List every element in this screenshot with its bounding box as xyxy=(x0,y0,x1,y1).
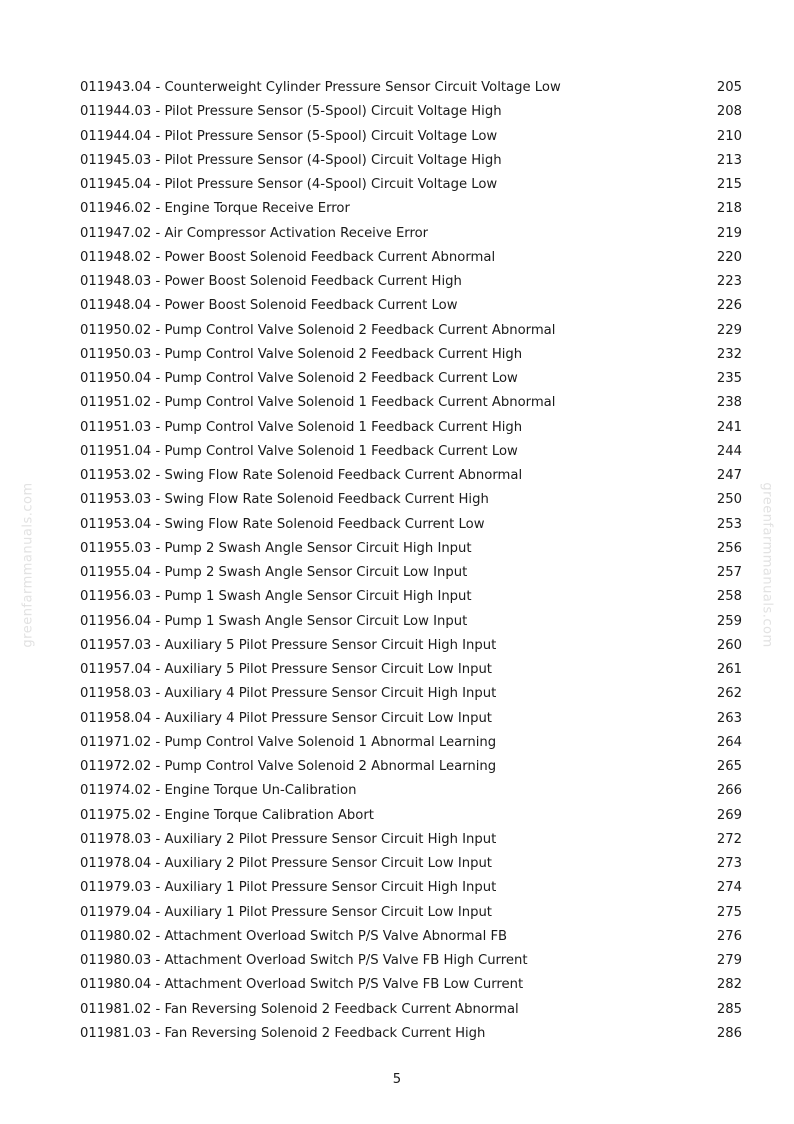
toc-entry[interactable] xyxy=(80,1022,742,1046)
toc-entry-page: 279 xyxy=(716,953,742,968)
toc-entry-page: 260 xyxy=(716,637,742,653)
toc-entry[interactable] xyxy=(80,488,742,512)
toc-entry-page: 226 xyxy=(716,298,742,314)
toc-entry-page: 264 xyxy=(716,734,742,750)
toc-entry-title: 011948.02 - Power Boost Solenoid Feedback Current Abnormal xyxy=(80,249,496,265)
toc-entry-title: 011980.04 - Attachment Overload Switch P/S Valve FB Low Current xyxy=(80,977,524,993)
page-number: 5 xyxy=(392,1072,402,1087)
toc-entry[interactable] xyxy=(80,440,742,464)
toc-entry-page: 259 xyxy=(716,613,742,629)
toc-entry-title: 011943.04 - Counterweight Cylinder Pressure Sensor Circuit Voltage Low xyxy=(80,80,561,95)
toc-entry[interactable] xyxy=(80,222,742,246)
toc-entry-title: 011980.02 - Attachment Overload Switch P/S Valve Abnormal FB xyxy=(80,928,508,944)
toc-entry[interactable] xyxy=(80,585,742,609)
toc-entry[interactable] xyxy=(80,973,742,997)
toc-entry[interactable] xyxy=(80,391,742,415)
toc-entry-page: 215 xyxy=(716,177,742,192)
toc-entry-page: 238 xyxy=(716,395,742,411)
toc-entry[interactable] xyxy=(80,197,742,221)
toc-entry-title: 011981.03 - Fan Reversing Solenoid 2 Feedback Current High xyxy=(80,1025,486,1041)
toc-entry-page: 205 xyxy=(716,80,742,95)
toc-entry-page: 275 xyxy=(716,904,742,920)
toc-entry-title: 011980.03 - Attachment Overload Switch P/S Valve FB High Current xyxy=(80,953,528,968)
toc-entry-page: 257 xyxy=(716,565,742,580)
toc-entry-title: 011951.04 - Pump Control Valve Solenoid 1 Feedback Current Low xyxy=(80,443,518,459)
toc-entry[interactable] xyxy=(80,876,742,900)
toc-entry-page: 253 xyxy=(716,516,742,532)
toc-entry-page: 273 xyxy=(716,856,742,871)
watermark-right: greenfarmmanuals.com xyxy=(759,482,775,648)
toc-entry-page: 220 xyxy=(716,249,742,265)
toc-entry-title: 011971.02 - Pump Control Valve Solenoid 1 Abnormal Learning xyxy=(80,734,497,750)
toc-entry[interactable] xyxy=(80,343,742,367)
toc-entry-title: 011957.04 - Auxiliary 5 Pilot Pressure Sensor Circuit Low Input xyxy=(80,662,492,677)
toc-entry[interactable] xyxy=(80,367,742,391)
toc-entry-title: 011945.04 - Pilot Pressure Sensor (4-Spool) Circuit Voltage Low xyxy=(80,177,498,192)
toc-entry-title: 011958.03 - Auxiliary 4 Pilot Pressure Sensor Circuit High Input xyxy=(80,686,497,702)
toc-entry-title: 011979.03 - Auxiliary 1 Pilot Pressure Sensor Circuit High Input xyxy=(80,880,497,896)
toc-entry[interactable] xyxy=(80,125,742,149)
toc-entry-title: 011972.02 - Pump Control Valve Solenoid 2 Abnormal Learning xyxy=(80,759,497,774)
toc-entry-page: 208 xyxy=(716,104,742,120)
toc-entry[interactable] xyxy=(80,149,742,173)
toc-entry-page: 266 xyxy=(716,783,742,799)
toc-entry-title: 011958.04 - Auxiliary 4 Pilot Pressure Sensor Circuit Low Input xyxy=(80,710,492,726)
toc-entry[interactable] xyxy=(80,755,742,779)
toc-entry[interactable] xyxy=(80,246,742,270)
toc-entry-page: 223 xyxy=(716,274,742,289)
toc-entry-title: 011953.02 - Swing Flow Rate Solenoid Feedback Current Abnormal xyxy=(80,468,523,483)
toc-entry-page: 232 xyxy=(716,346,742,362)
toc-entry-title: 011947.02 - Air Compressor Activation Receive Error xyxy=(80,225,429,241)
toc-entry-page: 229 xyxy=(716,322,742,338)
toc-entry[interactable] xyxy=(80,779,742,803)
toc-entry-page: 282 xyxy=(716,977,742,993)
toc-entry-title: 011955.04 - Pump 2 Swash Angle Sensor Circuit Low Input xyxy=(80,565,468,580)
toc-entry-title: 011946.02 - Engine Torque Receive Error xyxy=(80,201,350,217)
toc-entry-page: 262 xyxy=(716,686,742,702)
toc-entry[interactable] xyxy=(80,925,742,949)
table-of-contents xyxy=(80,76,742,1046)
toc-entry-page: 213 xyxy=(716,152,742,168)
toc-entry[interactable] xyxy=(80,416,742,440)
toc-entry-title: 011951.03 - Pump Control Valve Solenoid 1 Feedback Current High xyxy=(80,419,523,435)
toc-entry-title: 011957.03 - Auxiliary 5 Pilot Pressure Sensor Circuit High Input xyxy=(80,637,497,653)
toc-entry[interactable] xyxy=(80,610,742,634)
toc-entry-title: 011978.04 - Auxiliary 2 Pilot Pressure Sensor Circuit Low Input xyxy=(80,856,492,871)
toc-entry-page: 250 xyxy=(716,492,742,508)
toc-entry[interactable] xyxy=(80,682,742,706)
toc-entry[interactable] xyxy=(80,464,742,488)
toc-entry-title: 011974.02 - Engine Torque Un-Calibration xyxy=(80,783,357,799)
toc-entry[interactable] xyxy=(80,537,742,561)
toc-entry[interactable] xyxy=(80,294,742,318)
toc-entry[interactable] xyxy=(80,901,742,925)
watermark-left: greenfarmmanuals.com xyxy=(20,482,36,648)
toc-entry[interactable] xyxy=(80,561,742,585)
toc-entry-page: 269 xyxy=(716,807,742,823)
toc-entry-page: 272 xyxy=(716,831,742,847)
toc-entry[interactable] xyxy=(80,173,742,197)
toc-entry[interactable] xyxy=(80,76,742,100)
toc-entry[interactable] xyxy=(80,658,742,682)
toc-entry-title: 011948.03 - Power Boost Solenoid Feedback Current High xyxy=(80,274,462,289)
toc-entry-page: 265 xyxy=(716,759,742,774)
toc-entry-page: 276 xyxy=(716,928,742,944)
toc-entry-title: 011944.03 - Pilot Pressure Sensor (5-Spool) Circuit Voltage High xyxy=(80,104,502,120)
toc-entry-page: 285 xyxy=(716,1001,742,1017)
toc-entry-title: 011953.03 - Swing Flow Rate Solenoid Feedback Current High xyxy=(80,492,489,508)
toc-entry[interactable] xyxy=(80,998,742,1022)
toc-entry-page: 219 xyxy=(716,225,742,241)
toc-entry-title: 011950.04 - Pump Control Valve Solenoid 2 Feedback Current Low xyxy=(80,371,518,386)
toc-entry-page: 263 xyxy=(716,710,742,726)
toc-entry-title: 011950.02 - Pump Control Valve Solenoid 2 Feedback Current Abnormal xyxy=(80,322,556,338)
toc-entry-title: 011956.03 - Pump 1 Swash Angle Sensor Circuit High Input xyxy=(80,589,472,605)
toc-entry-page: 256 xyxy=(716,540,742,556)
toc-entry-title: 011950.03 - Pump Control Valve Solenoid 2 Feedback Current High xyxy=(80,346,523,362)
toc-entry-page: 235 xyxy=(716,371,742,386)
toc-entry[interactable] xyxy=(80,852,742,876)
toc-entry-title: 011981.02 - Fan Reversing Solenoid 2 Feedback Current Abnormal xyxy=(80,1001,519,1017)
toc-entry-page: 247 xyxy=(716,468,742,483)
toc-entry-title: 011978.03 - Auxiliary 2 Pilot Pressure Sensor Circuit High Input xyxy=(80,831,497,847)
toc-entry[interactable] xyxy=(80,804,742,828)
toc-entry[interactable] xyxy=(80,100,742,124)
toc-entry-page: 218 xyxy=(716,201,742,217)
toc-entry[interactable] xyxy=(80,949,742,973)
toc-entry-title: 011975.02 - Engine Torque Calibration Abort xyxy=(80,807,374,823)
toc-entry-title: 011948.04 - Power Boost Solenoid Feedback Current Low xyxy=(80,298,458,314)
toc-entry-page: 241 xyxy=(716,419,742,435)
toc-entry-page: 210 xyxy=(716,128,742,144)
toc-entry[interactable] xyxy=(80,319,742,343)
toc-entry[interactable] xyxy=(80,270,742,294)
toc-entry[interactable] xyxy=(80,731,742,755)
toc-entry-title: 011955.03 - Pump 2 Swash Angle Sensor Circuit High Input xyxy=(80,540,472,556)
toc-entry-title: 011979.04 - Auxiliary 1 Pilot Pressure Sensor Circuit Low Input xyxy=(80,904,492,920)
toc-entry[interactable] xyxy=(80,634,742,658)
toc-entry-page: 274 xyxy=(716,880,742,896)
toc-entry-title: 011951.02 - Pump Control Valve Solenoid 1 Feedback Current Abnormal xyxy=(80,395,556,411)
toc-entry-title: 011945.03 - Pilot Pressure Sensor (4-Spool) Circuit Voltage High xyxy=(80,152,502,168)
toc-entry-title: 011944.04 - Pilot Pressure Sensor (5-Spool) Circuit Voltage Low xyxy=(80,128,498,144)
toc-entry-page: 244 xyxy=(716,443,742,459)
toc-entry-page: 286 xyxy=(716,1025,742,1041)
toc-entry[interactable] xyxy=(80,707,742,731)
toc-entry-title: 011953.04 - Swing Flow Rate Solenoid Feedback Current Low xyxy=(80,516,485,532)
toc-entry[interactable] xyxy=(80,828,742,852)
toc-entry-page: 261 xyxy=(716,662,742,677)
toc-entry-title: 011956.04 - Pump 1 Swash Angle Sensor Circuit Low Input xyxy=(80,613,468,629)
toc-entry-page: 258 xyxy=(716,589,742,605)
toc-entry[interactable] xyxy=(80,513,742,537)
